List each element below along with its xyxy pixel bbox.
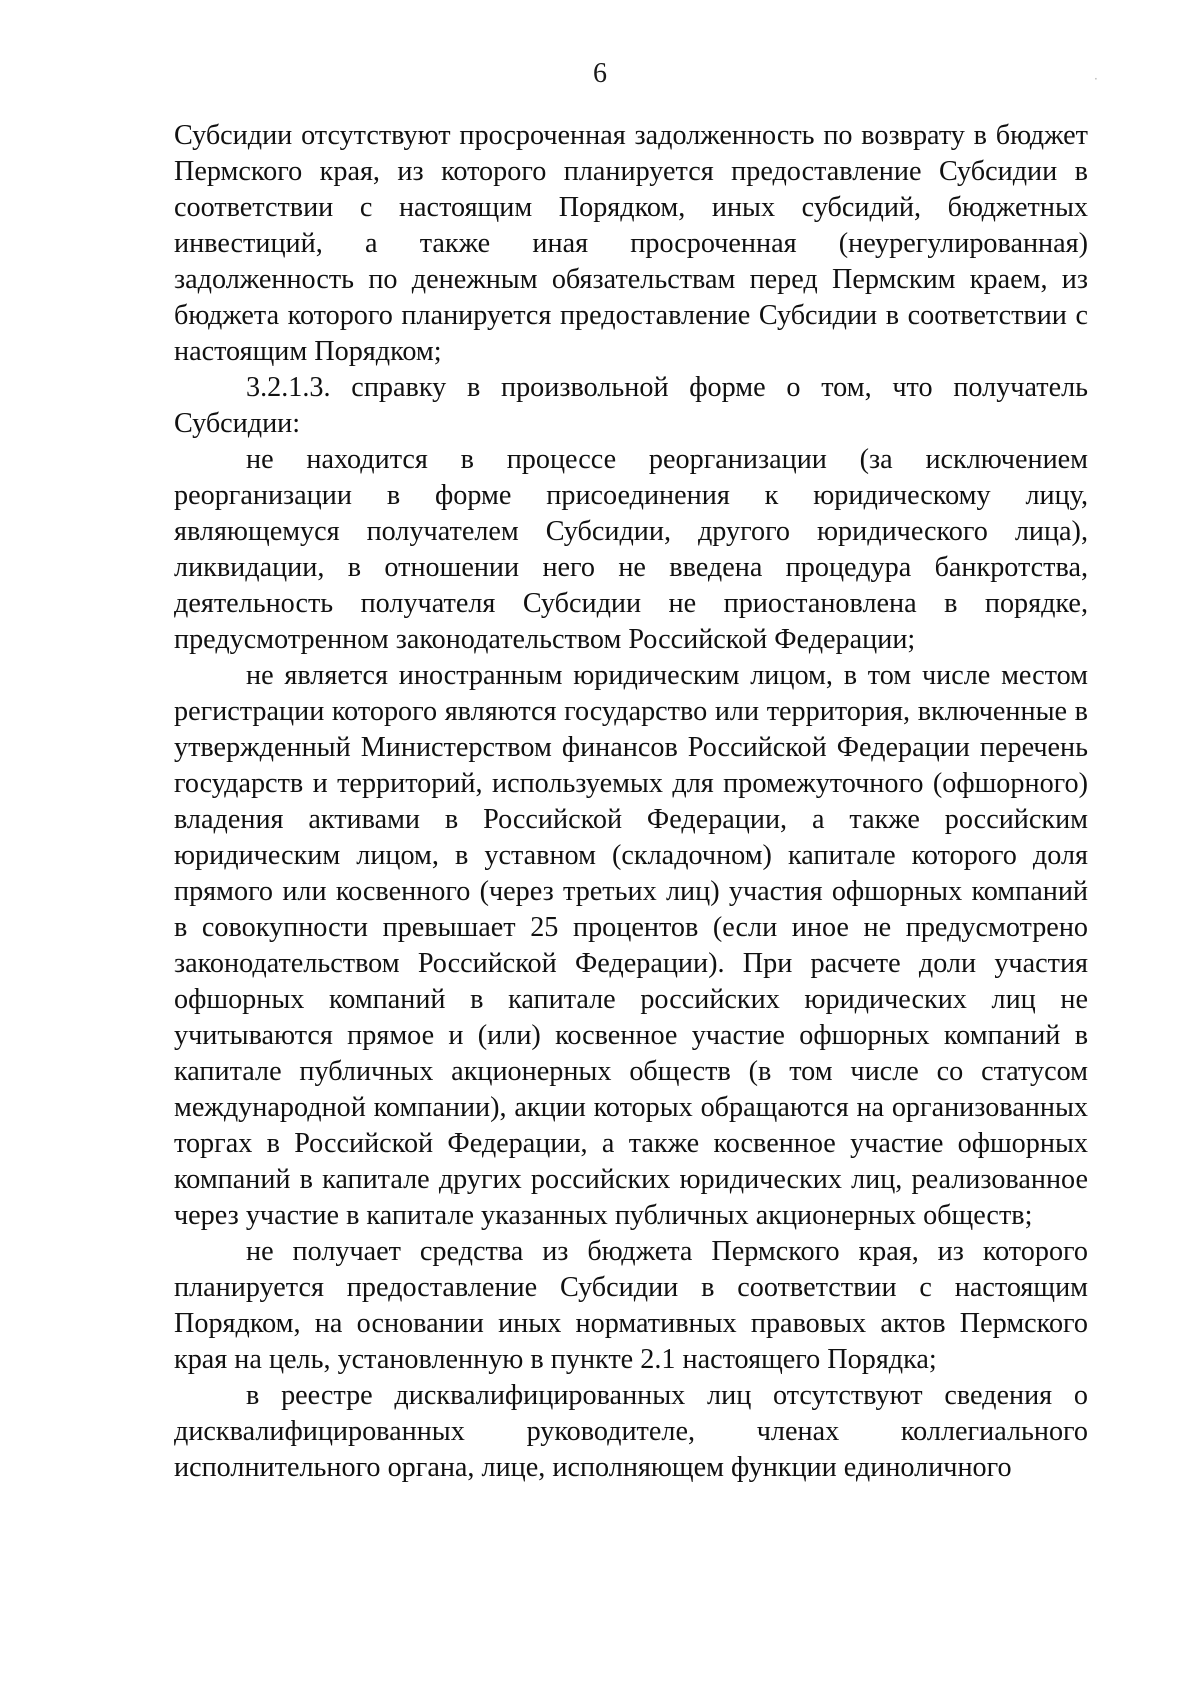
document-body [174,118,1088,1486]
paragraph-no-reorganization: не находится в процессе реорганизации (за исключением реорганизации в форме присоединения к юридическому лицу, являющемуся получателем Субсидии, другого юридического лица), ликвидации, в отношении него не введена процедура банкротства, деятельность получателя Субсидии не приостановлена в порядке, предусмотренном законодательством Российской Федерации; [174,444,1088,655]
paragraph-not-foreign-entity: не является иностранным юридическим лицом, в том числе местом регистрации которого являются государство или территория, включенные в утвержденный Министерством финансов Российской Федерации перечень государств и территорий, используемых для промежуточного (офшорного) владения активами в Российской Федерации, а также российским юридическим лицом, в уставном (складочном) капитале которого доля прямого или косвенного (через третьих лиц) участия офшорных компаний в совокупности превышает 25 процентов (если иное не предусмотрено законодательством Российской Федерации). При расчете доли участия офшорных компаний в капитале российских юридических лиц не учитываются прямое и (или) косвенное участие офшорных компаний в капитале публичных акционерных обществ (в том числе со статусом международной компании), акции которых обращаются на организованных торгах в Российской Федерации, а также косвенное участие офшорных компаний в капитале других российских юридических лиц, реализованное через участие в капитале указанных публичных акционерных обществ; [174,660,1088,1231]
paragraph-3-2-1-3: 3.2.1.3. справку в произвольной форме о том, что получатель Субсидии: [174,372,1088,439]
paragraph-disqualified-registry: в реестре дисквалифицированных лиц отсутствуют сведения о дисквалифицированных руководителе, членах коллегиального исполнительного органа, лице, исполняющем функции единоличного [174,1380,1088,1483]
page-number: 6 [593,58,607,89]
paragraph-subsidy-debt: Субсидии отсутствуют просроченная задолженность по возврату в бюджет Пермского края, из которого планируется предоставление Субсидии в соответствии с настоящим Порядком, иных субсидий, бюджетных инвестиций, а также иная просроченная (неурегулированная) задолженность по денежным обязательствам перед Пермским краем, из бюджета которого планируется предоставление Субсидии в соответствии с настоящим Порядком; [174,120,1088,367]
scan-artifact: · [1094,72,1098,86]
paragraph-no-other-funds: не получает средства из бюджета Пермского края, из которого планируется предоставление Субсидии в соответствии с настоящим Порядком, на основании иных нормативных правовых актов Пермского края на цель, установленную в пункте 2.1 настоящего Порядка; [174,1236,1088,1375]
